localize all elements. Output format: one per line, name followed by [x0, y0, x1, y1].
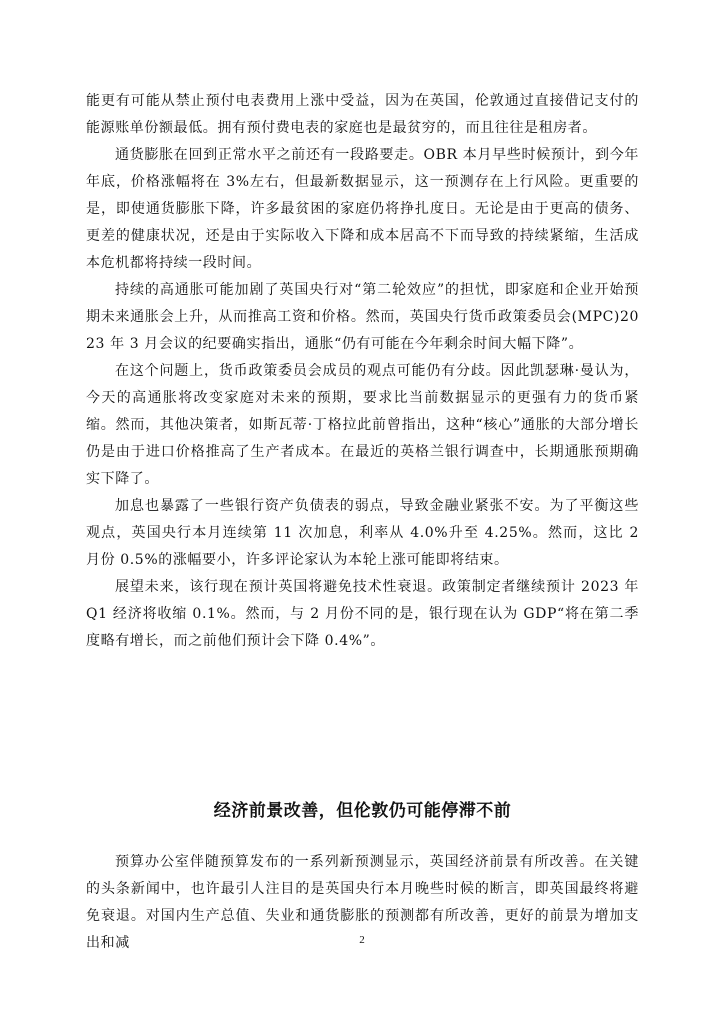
paragraph-mpc-views: 在这个问题上，货币政策委员会成员的观点可能仍有分歧。因此凯瑟琳·曼认为，今天的高通胀将改变家庭对未来的预期，要求比当前数据显示的更强有力的货币紧缩。然而，其他决策者，如斯瓦蒂·丁格拉此前曾指出，这种“核心”通胀的大部分增长仍是由于进口价格推高了生产者成本。在最近的英格兰银行调查中，长期通胀预期确实下降了。 — [86, 363, 639, 487]
paragraph-recession-outlook: 展望未来，该行现在预计英国将避免技术性衰退。政策制定者继续预计 2023 年 Q1 经济将收缩 0.1%。然而，与 2 月份不同的是，银行现在认为 GDP“将在第二季度略有增长，而之前他们预计会下降 0.4%”。 — [86, 579, 639, 649]
paragraph-rate-hike: 加息也暴露了一些银行资产负债表的弱点，导致金融业紧张不安。为了平衡这些观点，英国央行本月连续第 11 次加息，利率从 4.0%升至 4.25%。然而，这比 2 月份 0.5%的涨幅要小，许多评论家认为本轮上涨可能即将结束。 — [86, 498, 639, 568]
body-text — [86, 88, 639, 655]
paragraph-budget-forecast: 预算办公室伴随预算发布的一系列新预测显示，英国经济前景有所改善。在关键的头条新闻中，也许最引人注目的是英国央行本月晚些时候的断言，即英国最终将避免衰退。对国内生产总值、失业和通货膨胀的预测都有所改善，更好的前景为增加支出和减 — [86, 854, 639, 951]
paragraph-second-round-effects: 持续的高通胀可能加剧了英国央行对“第二轮效应”的担忧，即家庭和企业开始预期未来通胀会上升，从而推高工资和价格。然而，英国央行货币政策委员会(MPC)2023 年 3 月会议的纪要确实指出，通胀“仍有可能在今年剩余时间大幅下降”。 — [86, 282, 639, 352]
page-number: 2 — [359, 934, 365, 946]
section-heading: 经济前景改善，但伦敦仍可能停滞不前 — [213, 801, 512, 821]
paragraph-continued: 能更有可能从禁止预付电表费用上涨中受益，因为在英国，伦敦通过直接借记支付的能源账单份额最低。拥有预付费电表的家庭也是最贫穷的，而且往往是租房者。 — [86, 93, 639, 136]
paragraph-inflation-outlook: 通货膨胀在回到正常水平之前还有一段路要走。OBR 本月早些时候预计，到今年年底，价格涨幅将在 3%左右，但最新数据显示，这一预测存在上行风险。更重要的是，即使通货膨胀下降，许多最贫困的家庭仍将挣扎度日。无论是由于更高的债务、更差的健康状况，还是由于实际收入下降和成本居高不下而导致的持续紧缩，生活成本危机都将持续一段时间。 — [86, 147, 639, 271]
